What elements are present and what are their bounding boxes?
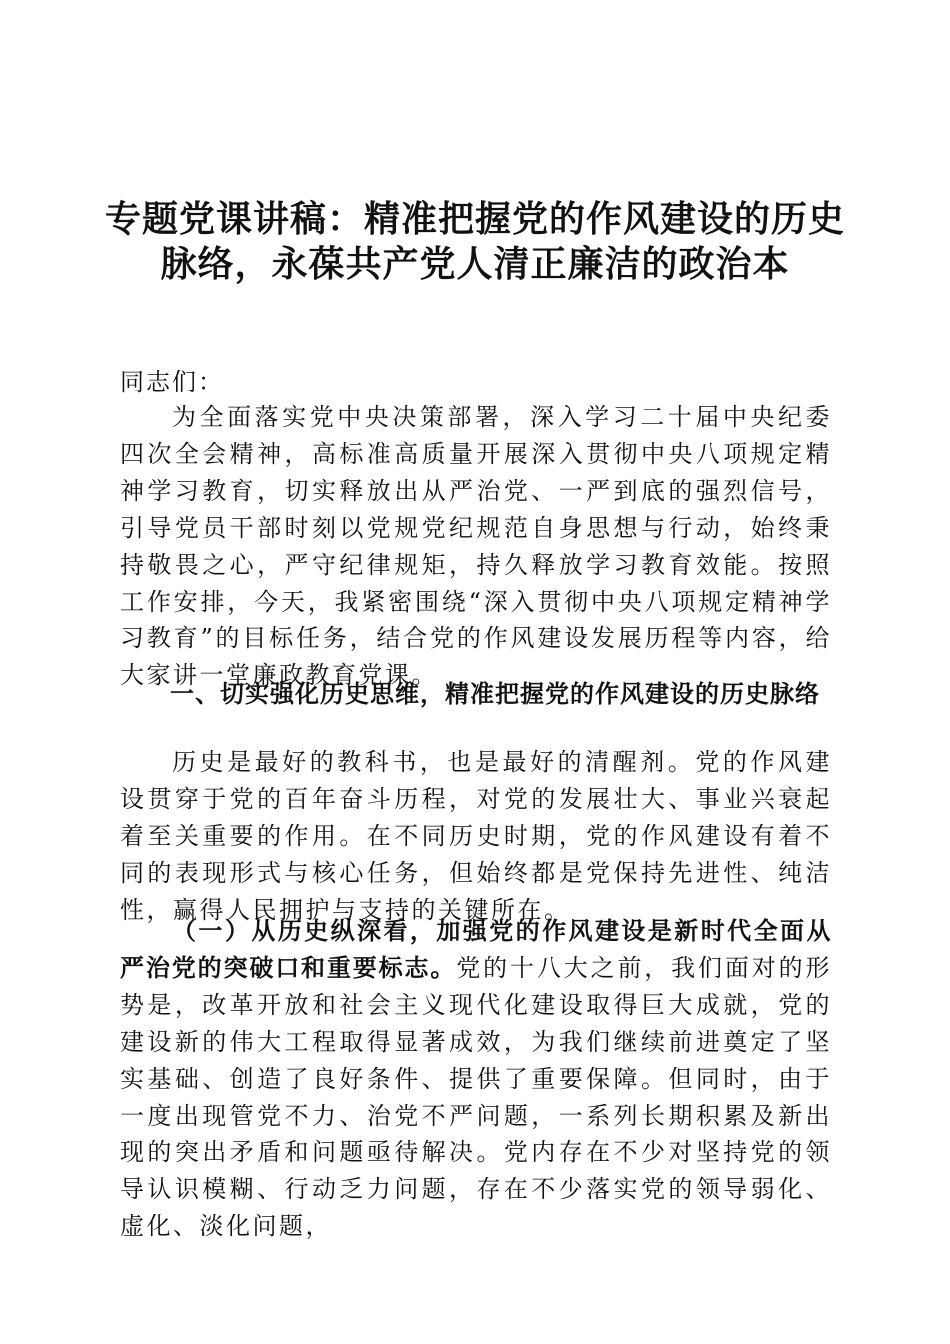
salutation: 同志们： (120, 368, 224, 396)
subsection-lead: （一）从历史纵深看，加强党的作风建设是新时代全面从严治党的突破口和重要标志。 (120, 917, 832, 982)
subsection-body: 党的十八大之前，我们面对的形势是，改革开放和社会主义现代化建设取得巨大成就，党的建设新的伟大工程取得显著成效，为我们继续前进奠定了坚实基础、创造了良好条件、提供了重要保障。但同时，由于一度出现管党不力、治党不严问题，一系列长期积累及新出现的突出矛盾和问题亟待解决。党内存在不少对坚持党的领导认识模糊、行动乏力问题，存在不少落实党的领导弱化、虚化、淡化问题， (120, 953, 832, 1241)
paragraph-history: 历史是最好的教科书，也是最好的清醒剂。党的作风建设贯穿于党的百年奋斗历程，对党的发展壮大、事业兴衰起着至关重要的作用。在不同历史时期，党的作风建设有着不同的表现形式与核心任务，但始终都是党保持先进性、纯洁性，赢得人民拥护与支持的关键所在。 (120, 748, 832, 924)
section-heading-1: 一、切实强化历史思维，精准把握党的作风建设的历史脉络 (170, 680, 820, 708)
document-title-line-2: 脉络，永葆共产党人清正廉洁的政治本 (160, 244, 790, 285)
document-title-line-1: 专题党课讲稿：精准把握党的作风建设的历史 (104, 199, 845, 240)
paragraph-intro: 为全面落实党中央决策部署，深入学习二十届中央纪委四次全会精神，高标准高质量开展深入贯彻中央八项规定精神学习教育，切实释放出从严治党、一严到底的强烈信号，引导党员干部时刻以党规党纪规范自身思想与行动，始终秉持敬畏之心，严守纪律规矩，持久释放学习教育效能。按照工作安排，今天，我紧密围绕“深入贯彻中央八项规定精神学习教育”的目标任务，结合党的作风建设发展历程等内容，给大家讲一堂廉政教育党课。 (120, 403, 832, 690)
paragraph-subsection-1 (120, 913, 832, 1245)
